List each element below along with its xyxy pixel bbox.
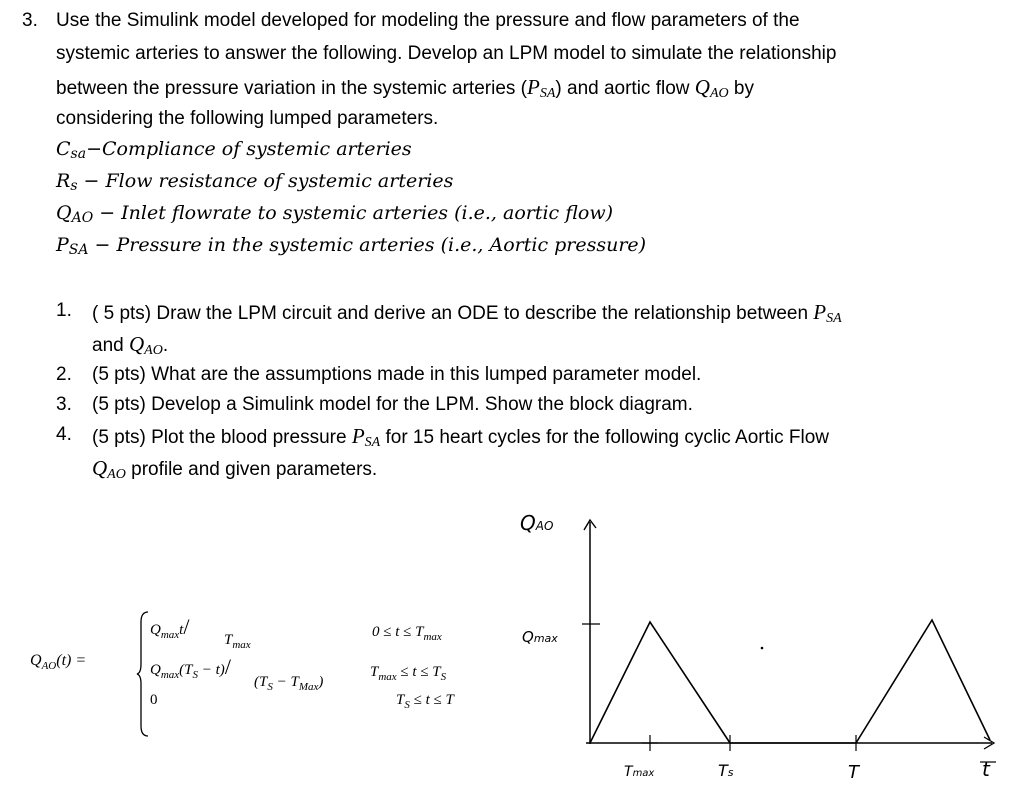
task-4-cont: $Q_{AO}$ profile and given parameters. [92, 456, 378, 482]
qmax-label: Qmax [522, 628, 558, 646]
flow-pulse-2 [730, 620, 990, 743]
symbol-psa: $P_{SA}$ [813, 300, 842, 326]
ts-label: Ts [718, 761, 734, 780]
equation-case-2-cond: $T_{max} \le t \le T_S$ [370, 664, 447, 683]
tmax-tick [642, 735, 658, 751]
time-axis-label: t [982, 757, 990, 781]
task-1: ( 5 pts) Draw the LPM circuit and derive an ODE to describe the relationship between $P_{SA}$ [92, 300, 842, 326]
equation-brace [136, 610, 150, 738]
symbol-qao: $Q_{AO}$ [128, 332, 163, 358]
task-3-number: 3. [56, 394, 72, 415]
equation-case-2-denom: $(T_S - T_{Max})$ [254, 674, 324, 693]
flow-pulse-1 [590, 622, 730, 743]
task-4-number: 4. [56, 424, 72, 445]
equation-case-1-cond: $0 \le t \le T_{max}$ [372, 624, 442, 643]
task-3: (5 pts) Develop a Simulink model for the LPM. Show the block diagram. [92, 394, 693, 415]
intro-line-3-text-b: ) and aortic flow [555, 78, 695, 99]
tmax-label: Tmax [624, 764, 655, 780]
intro-line-3 [56, 75, 754, 102]
t-label: T [848, 762, 859, 783]
intro-line-4: considering the following lumped parameters. [56, 108, 439, 129]
symbol-psa: $P_{SA}$ [527, 75, 556, 101]
task-1-cont: and $Q_{AO}$. [92, 332, 169, 358]
param-csa: $C_{sa}-Compliance$ of systemic arteries [56, 138, 412, 162]
task-4: (5 pts) Plot the blood pressure $P_{SA}$ for 15 heart cycles for the following cyclic Aortic Flow [92, 424, 829, 450]
equation-case-2-expr: $Q_{max}(T_S - t)/$ [150, 654, 231, 681]
intro-line-1: Use the Simulink model developed for modeling the pressure and flow parameters of the [56, 10, 800, 31]
symbol-qao: $Q_{AO}$ [92, 456, 126, 482]
symbol-qao: $Q_{AO}$ [694, 75, 729, 101]
equation-case-1-expr: $Q_{max}t/$ [150, 614, 190, 641]
intro-line-3-text-a: between the pressure variation in the systemic arteries ( [56, 78, 527, 99]
flow-waveform-sketch [500, 500, 1020, 788]
stray-dot [761, 647, 764, 650]
equation-lhs: $Q_{AO}(t)$ = [30, 652, 87, 673]
task-2: (5 pts) What are the assumptions made in this lumped parameter model. [92, 364, 702, 385]
intro-line-2: systemic arteries to answer the following. Develop an LPM model to simulate the relationship [56, 43, 837, 64]
equation-case-3-cond: $T_S \le t \le T$ [396, 692, 454, 711]
symbol-psa: $P_{SA}$ [351, 424, 381, 450]
y-axis-label: QAO [520, 511, 554, 535]
question-number: 3. [22, 10, 38, 31]
param-rs: $R_s$ − Flow resistance of systemic arteries [56, 170, 454, 194]
param-qao: $Q_{AO}$ − Inlet flowrate to systemic arteries (i.e., aortic flow) [56, 202, 614, 226]
task-2-number: 2. [56, 364, 72, 385]
equation-case-1-denom: $T_{max}$ [224, 632, 251, 651]
task-1-number: 1. [56, 300, 72, 321]
param-psa: $P_{SA}$ − Pressure in the systemic arteries (i.e., Aortic pressure) [56, 234, 647, 258]
equation-case-3-expr: 0 [150, 692, 158, 708]
intro-line-3-text-c: by [728, 78, 754, 99]
